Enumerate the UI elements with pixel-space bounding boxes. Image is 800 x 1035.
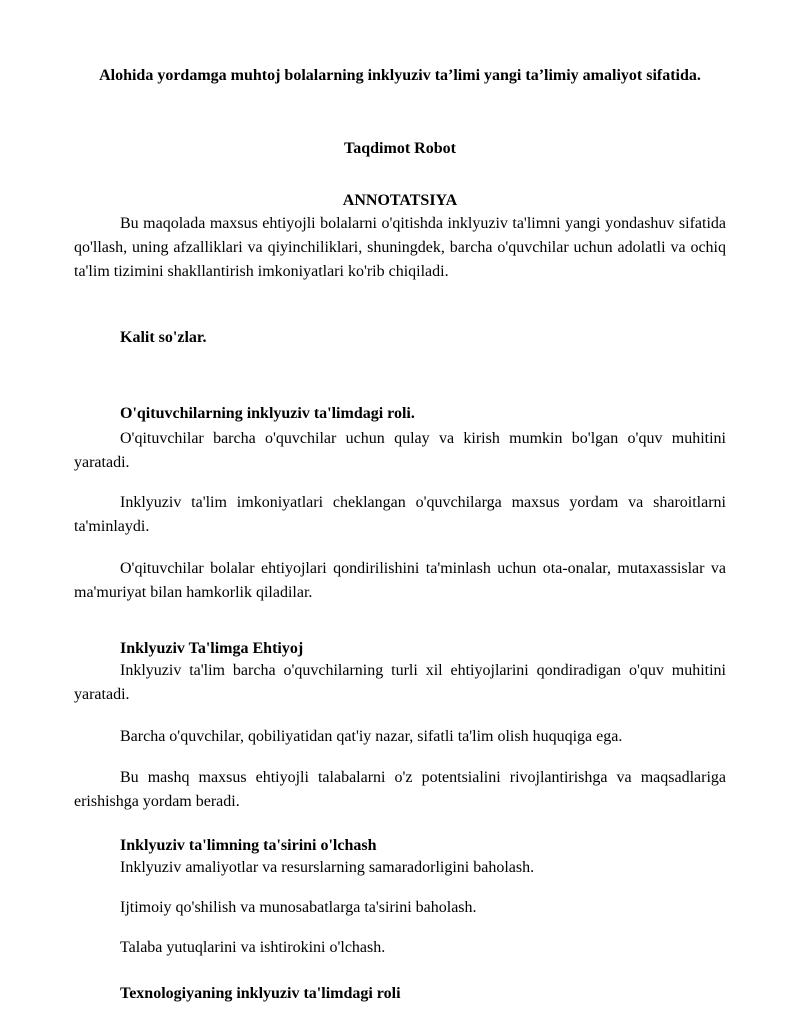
- section-paragraph: O'qituvchilar bolalar ehtiyojlari qondirilishini ta'minlash uchun ota-onalar, mutaxassislar va ma'muriyat bilan hamkorlik qiladilar.: [74, 560, 726, 601]
- section-heading-technology-role: Texnologiyaning inklyuziv ta'limdagi roli: [120, 985, 401, 1002]
- section-paragraph: Ijtimoiy qo'shilish va munosabatlarga ta'sirini baholash.: [120, 899, 477, 916]
- annotation-paragraph: Bu maqolada maxsus ehtiyojli bolalarni o'qitishda inklyuziv ta'limni yangi yondashuv sifatida qo'llash, uning afzalliklari va qiyinchiliklari, shuningdek, barcha o'quvchilar uchun adolatli va ochiq ta'lim tizimini shakllantirish imkoniyatlari ko'rib chiqiladi.: [74, 215, 726, 280]
- section-paragraph: Barcha o'quvchilar, qobiliyatidan qat'iy nazar, sifatli ta'lim olish huquqiga ega.: [120, 728, 623, 745]
- section-heading-teachers-role: O'qituvchilarning inklyuziv ta'limdagi roli.: [120, 405, 415, 422]
- section-heading-inclusive-need: Inklyuziv Ta'limga Ehtiyoj: [120, 640, 304, 657]
- author-name: Taqdimot Robot: [344, 140, 456, 157]
- section-paragraph: Inklyuziv amaliyotlar va resurslarning samaradorligini baholash.: [120, 859, 535, 876]
- document-title: Alohida yordamga muhtoj bolalarning inklyuziv ta’limi yangi ta’limiy amaliyot sifatida.: [99, 67, 701, 84]
- keywords-label: Kalit so'zlar.: [120, 329, 207, 346]
- section-paragraph: O'qituvchilar barcha o'quvchilar uchun qulay va kirish mumkin bo'lgan o'quv muhitini yaratadi.: [74, 430, 726, 471]
- section-paragraph: Bu mashq maxsus ehtiyojli talabalarni o'z potentsialini rivojlantirishga va maqsadlariga erishishga yordam beradi.: [74, 769, 726, 810]
- annotation-heading: ANNOTATSIYA: [342, 192, 458, 209]
- section-paragraph: Inklyuziv ta'lim barcha o'quvchilarning turli xil ehtiyojlarini qondiradigan o'quv muhitini yaratadi.: [74, 662, 726, 703]
- section-paragraph: Inklyuziv ta'lim imkoniyatlari cheklangan o'quvchilarga maxsus yordam va sharoitlarni ta'minlaydi.: [74, 494, 726, 535]
- section-heading-measuring-impact: Inklyuziv ta'limning ta'sirini o'lchash: [120, 837, 377, 854]
- section-paragraph: Talaba yutuqlarini va ishtirokini o'lchash.: [120, 939, 386, 956]
